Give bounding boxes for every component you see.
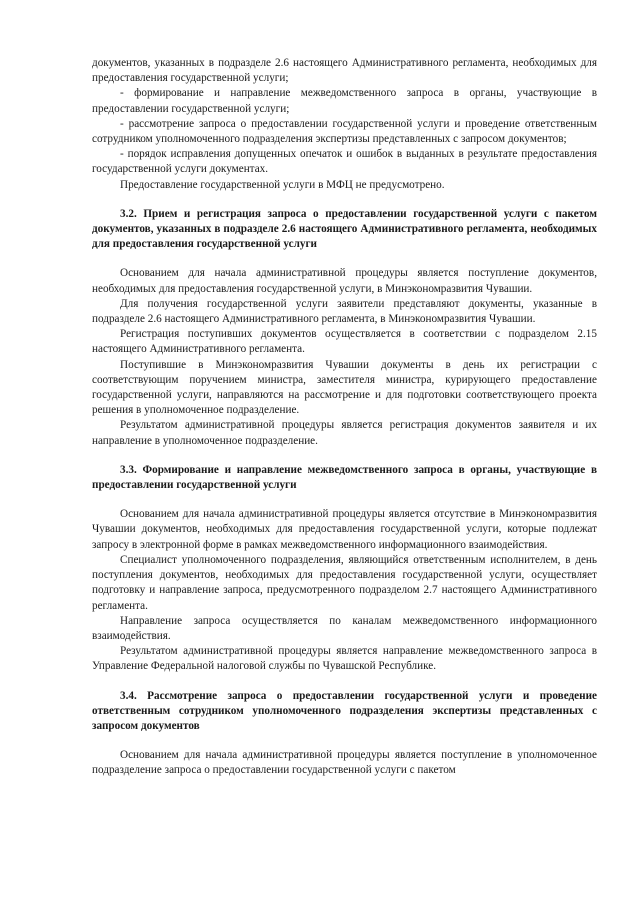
section-3-2-paragraph-4: Поступившие в Минэкономразвития Чувашии документы в день их регистрации с соответствующим поручением министра, заместителя министра, курирующего предоставление государственной услуги, направляются на рассмотрение и для подготовки соответствующего проекта решения в уполномоченное подразделение. bbox=[92, 358, 597, 417]
section-3-4-heading: 3.4. Рассмотрение запроса о предоставлении государственной услуги и проведение ответственным сотрудником уполномоченного подразделения экспертизы представленных с запросом документов bbox=[92, 689, 597, 732]
intro-paragraph-3: - рассмотрение запроса о предоставлении государственной услуги и проведение ответственным сотрудником уполномоченного подразделения экспертизы представленных с запросом документов; bbox=[92, 117, 597, 146]
intro-paragraph-1: документов, указанных в подразделе 2.6 настоящего Административного регламента, необходимых для предоставления государственной услуги; bbox=[92, 57, 597, 85]
section-3-2-paragraph-2: Для получения государственной услуги заявители представляют документы, указанные в подразделе 2.6 настоящего Административного регламента, в Минэкономразвития Чувашии. bbox=[92, 297, 597, 326]
document-page bbox=[92, 56, 597, 779]
section-3-3-paragraph-3: Направление запроса осуществляется по каналам межведомственного информационного взаимодействия. bbox=[92, 614, 597, 642]
section-3-3-heading: 3.3. Формирование и направление межведомственного запроса в органы, участвующие в предоставлении государственной услуги bbox=[92, 463, 597, 492]
section-3-2-paragraph-3: Регистрация поступивших документов осуществляется в соответствии с подразделом 2.15 настоящего Административного регламента. bbox=[92, 328, 597, 356]
section-3-3-paragraph-2: Специалист уполномоченного подразделения, являющийся ответственным исполнителем, в день поступления документов, необходимых для предоставления государственной услуги, осуществляет подготовку и направление запроса, предусмотренного подразделом 2.7 настоящего Административного регламента. bbox=[92, 553, 597, 612]
section-3-2-heading: 3.2. Прием и регистрация запроса о предоставлении государственной услуги с пакетом документов, указанных в подразделе 2.6 настоящего Административного регламента, необходимых для предоставления государственной услуги bbox=[92, 207, 597, 251]
section-3-2-paragraph-5: Результатом административной процедуры является регистрация документов заявителя и их направление в уполномоченное подразделение. bbox=[92, 419, 597, 447]
intro-paragraph-4: - порядок исправления допущенных опечаток и ошибок в выданных в результате предоставления государственной услуги документах. bbox=[92, 148, 597, 176]
section-3-3-paragraph-4: Результатом административной процедуры является направление межведомственного запроса в Управление Федеральной налоговой службы по Чувашской Республике. bbox=[92, 645, 597, 673]
intro-paragraph-5: Предоставление государственной услуги в МФЦ не предусмотрено. bbox=[120, 178, 445, 191]
section-3-2-paragraph-1: Основанием для начала административной процедуры является поступление документов, необходимых для предоставления государственной услуги, в Минэкономразвития Чувашии. bbox=[92, 267, 597, 295]
intro-paragraph-2: - формирование и направление межведомственного запроса в органы, участвующие в предоставлении государственной услуги; bbox=[92, 87, 597, 115]
section-3-3-paragraph-1: Основанием для начала административной процедуры является отсутствие в Минэкономразвития Чувашии документов, необходимых для предоставления государственной услуги, которые подлежат запросу в электронной форме в рамках межведомственного информационного взаимодействия. bbox=[92, 508, 597, 551]
section-3-4-paragraph-1: Основанием для начала административной процедуры является поступление в уполномоченное подразделение запроса о предоставлении государственной услуги с пакетом bbox=[92, 749, 597, 777]
